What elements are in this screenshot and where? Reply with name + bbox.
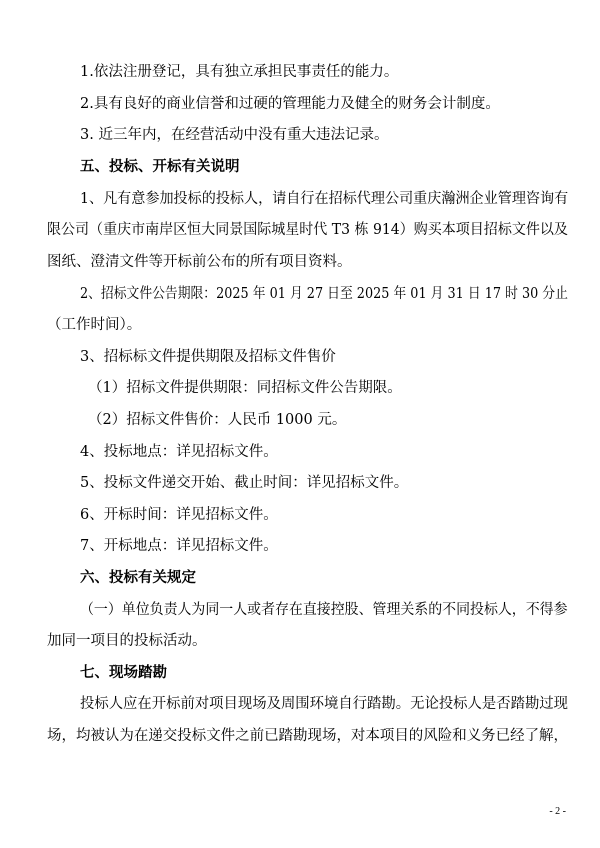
paragraph-line: 图纸、澄清文件等开标前公布的所有项目资料。 — [47, 254, 352, 270]
paragraph-line: 5、投标文件递交开始、截止时间：详见招标文件。 — [80, 475, 409, 491]
paragraph-line: 6、开标时间：详见招标文件。 — [80, 507, 278, 523]
paragraph-line: 2、招标文件公告期限：2025 年 01 月 27 日至 2025 年 01 月 31 日 17 时 30 分止 — [80, 286, 568, 302]
paragraph-line: 加同一项目的投标活动。 — [47, 633, 207, 649]
paragraph-line: （2）招标文件售价：人民币 1000 元。 — [88, 412, 347, 428]
paragraph-line: 7、开标地点：详见招标文件。 — [80, 538, 278, 554]
section-heading-5: 五、投标、开标有关说明 — [80, 159, 240, 175]
requirement-1: 1.依法注册登记，具有独立承担民事责任的能力。 — [80, 64, 399, 80]
paragraph-line: 限公司（重庆市南岸区恒大同景国际城星时代 T3 栋 914）购买本项目招标文件以及 — [47, 222, 568, 238]
paragraph-line: 场，均被认为在递交投标文件之前已踏勘现场，对本项目的风险和义务已经了解， — [47, 728, 568, 744]
paragraph-line: （工作时间）。 — [47, 317, 142, 333]
requirement-3: 3. 近三年内，在经营活动中没有重大违法记录。 — [80, 127, 389, 143]
paragraph-line: 1、凡有意参加投标的投标人，请自行在招标代理公司重庆瀚洲企业管理咨询有 — [80, 191, 569, 207]
page-number: - 2 - — [549, 806, 566, 817]
paragraph-line: 3、招标标文件提供期限及招标文件售价 — [80, 349, 336, 365]
paragraph-line: 投标人应在开标前对项目现场及周围环境自行踏勘。无论投标人是否踏勘过现 — [80, 696, 568, 712]
paragraph-line: （1）招标文件提供期限：同招标文件公告期限。 — [88, 380, 402, 396]
paragraph-line: 4、投标地点：详见招标文件。 — [80, 444, 278, 460]
paragraph-line: （一）单位负责人为同一人或者存在直接控股、管理关系的不同投标人，不得参 — [80, 602, 568, 618]
section-heading-7: 七、现场踏勘 — [80, 665, 167, 681]
requirement-2: 2.具有良好的商业信誉和过硬的管理能力及健全的财务会计制度。 — [80, 96, 500, 112]
section-heading-6: 六、投标有关规定 — [80, 570, 196, 586]
